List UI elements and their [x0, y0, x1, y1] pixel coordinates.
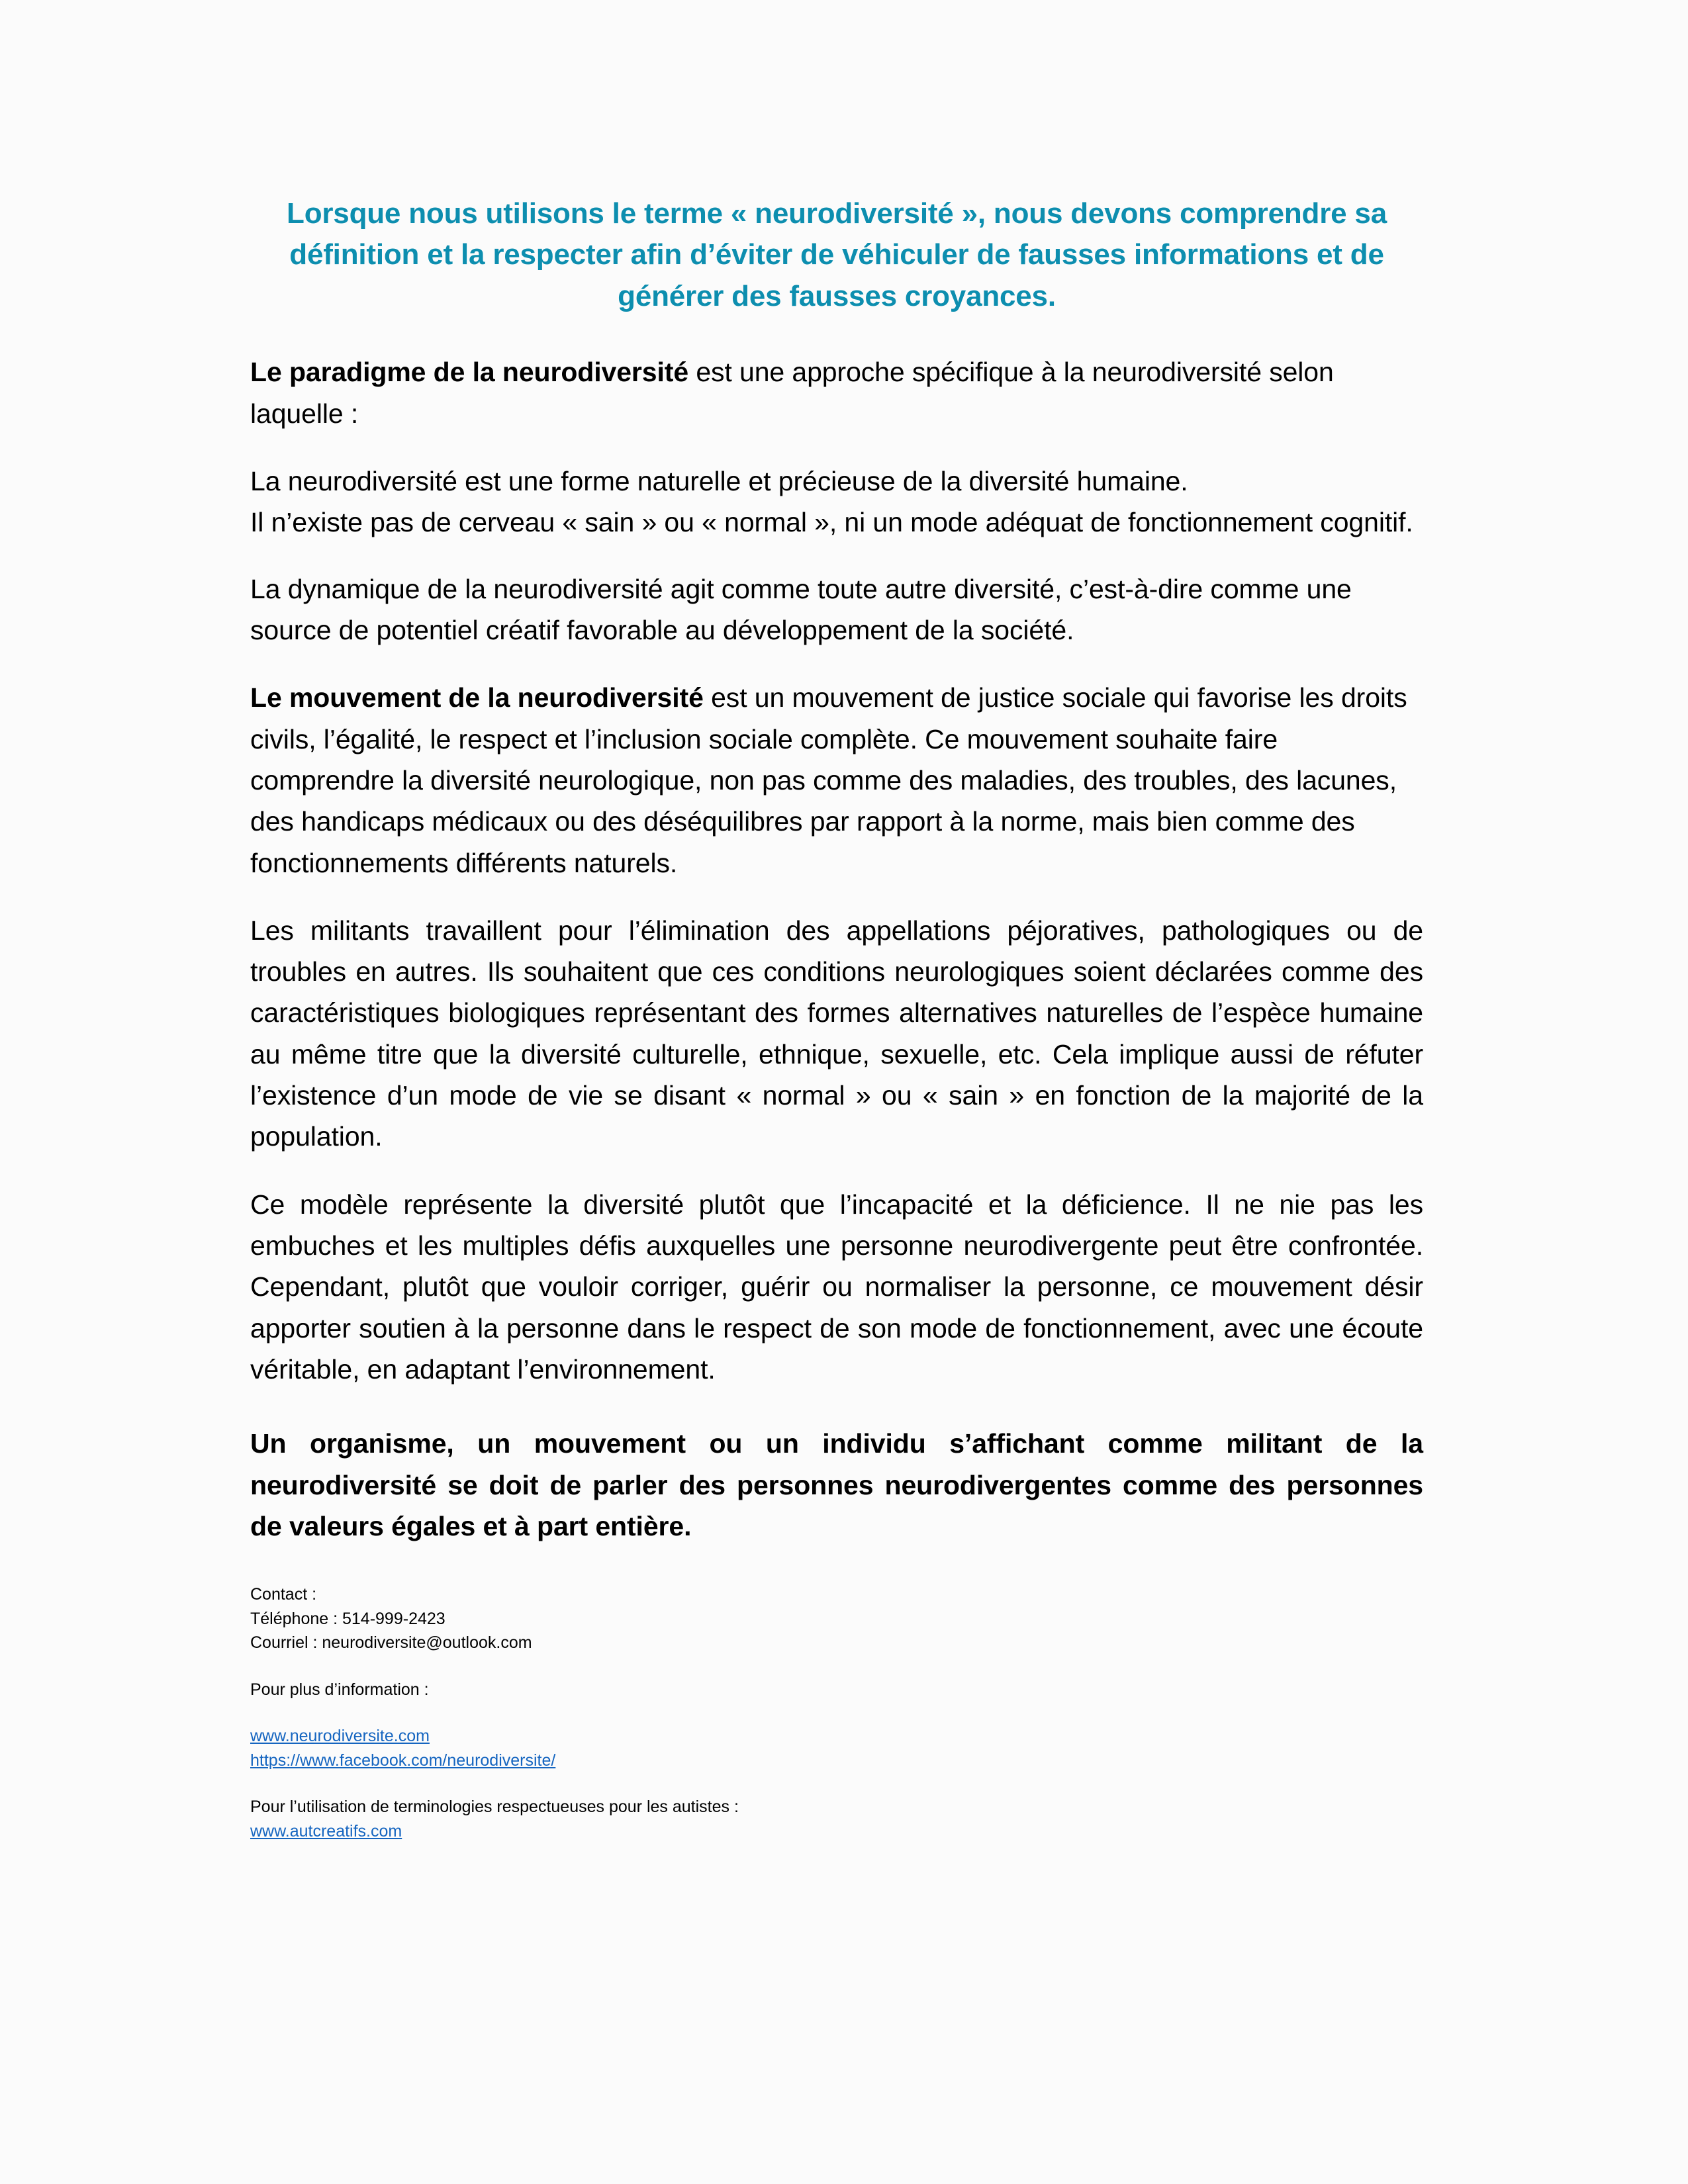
- link-autcreatifs[interactable]: www.autcreatifs.com: [250, 1821, 402, 1841]
- paragraph-mouvement-lead: Le mouvement de la neurodiversité: [250, 682, 704, 713]
- paragraph-definition: [250, 461, 1423, 543]
- paragraph-mouvement: [250, 677, 1423, 884]
- paragraph-paradigme-rest: est une approche spécifique à la neurodiversité selon laquelle :: [250, 357, 1334, 429]
- terminology-group: [250, 1795, 1423, 1843]
- page-title: Lorsque nous utilisons le terme « neurodiversité », nous devons comprendre sa définition et la respecter afin d’éviter de véhiculer de fausses informations et de générer des fausses croyances.: [287, 197, 1387, 312]
- links-group: [250, 1724, 1423, 1772]
- terminology-label: Pour l’utilisation de terminologies respectueuses pour les autistes :: [250, 1797, 739, 1817]
- paragraph-definition-line1: La neurodiversité est une forme naturelle et précieuse de la diversité humaine.: [250, 466, 1188, 497]
- document-body: [250, 193, 1423, 1866]
- contact-email: Courriel : neurodiversite@outlook.com: [250, 1633, 532, 1653]
- paragraph-paradigme-lead: Le paradigme de la neurodiversité: [250, 357, 689, 388]
- paragraph-definition-line2: Il n’existe pas de cerveau « sain » ou « normal », ni un mode adéquat de fonctionnement cognitif.: [250, 507, 1413, 538]
- contact-details: [250, 1582, 1423, 1655]
- paragraph-dynamique: La dynamique de la neurodiversité agit comme toute autre diversité, c’est-à-dire comme une source de potentiel créatif favorable au développement de la société.: [250, 573, 1352, 645]
- link-website[interactable]: www.neurodiversite.com: [250, 1727, 430, 1746]
- contact-label: Contact :: [250, 1585, 317, 1604]
- more-info-group: [250, 1678, 1423, 1702]
- paragraph-closing-statement: Un organisme, un mouvement ou un individu s’affichant comme militant de la neurodiversité se doit de parler des personnes neurodivergentes comme des personnes de valeurs égales et à part entière.: [250, 1428, 1423, 1541]
- paragraph-mouvement-rest: est un mouvement de justice sociale qui favorise les droits civils, l’égalité, le respect et l’inclusion sociale complète. Ce mouvement souhaite faire comprendre la diversité neurologique, non pas comme des maladies, des troubles, des lacunes, des handicaps médicaux ou des déséquilibres par rapport à la norme, mais bien comme des fonctionnements différents naturels.: [250, 682, 1407, 878]
- link-facebook[interactable]: https://www.facebook.com/neurodiversite/: [250, 1751, 556, 1770]
- contact-phone: Téléphone : 514-999-2423: [250, 1609, 445, 1628]
- paragraph-militants: Les militants travaillent pour l’élimination des appellations péjoratives, pathologiques ou de troubles en autres. Ils souhaitent que ces conditions neurologiques soient déclarées comme des caractéristiques biologiques représentant des formes alternatives naturelles de l’espèce humaine au même titre que la diversité culturelle, ethnique, sexuelle, etc. Cela implique aussi de réfuter l’existence d’un mode de vie se disant « normal » ou « sain » en fonction de la majorité de la population.: [250, 915, 1423, 1152]
- more-info-label: Pour plus d’information :: [250, 1680, 429, 1699]
- footer-contact-block: [250, 1582, 1423, 1843]
- paragraph-paradigme: [250, 351, 1423, 434]
- paragraph-modele: Ce modèle représente la diversité plutôt que l’incapacité et la déficience. Il ne nie pas les embuches et les multiples défis auxquelles une personne neurodivergente peut être confrontée. Cependant, plutôt que vouloir corriger, guérir ou normaliser la personne, ce mouvement désir apporter soutien à la personne dans le respect de son mode de fonctionnement, avec une écoute véritable, en adaptant l’environnement.: [250, 1189, 1423, 1385]
